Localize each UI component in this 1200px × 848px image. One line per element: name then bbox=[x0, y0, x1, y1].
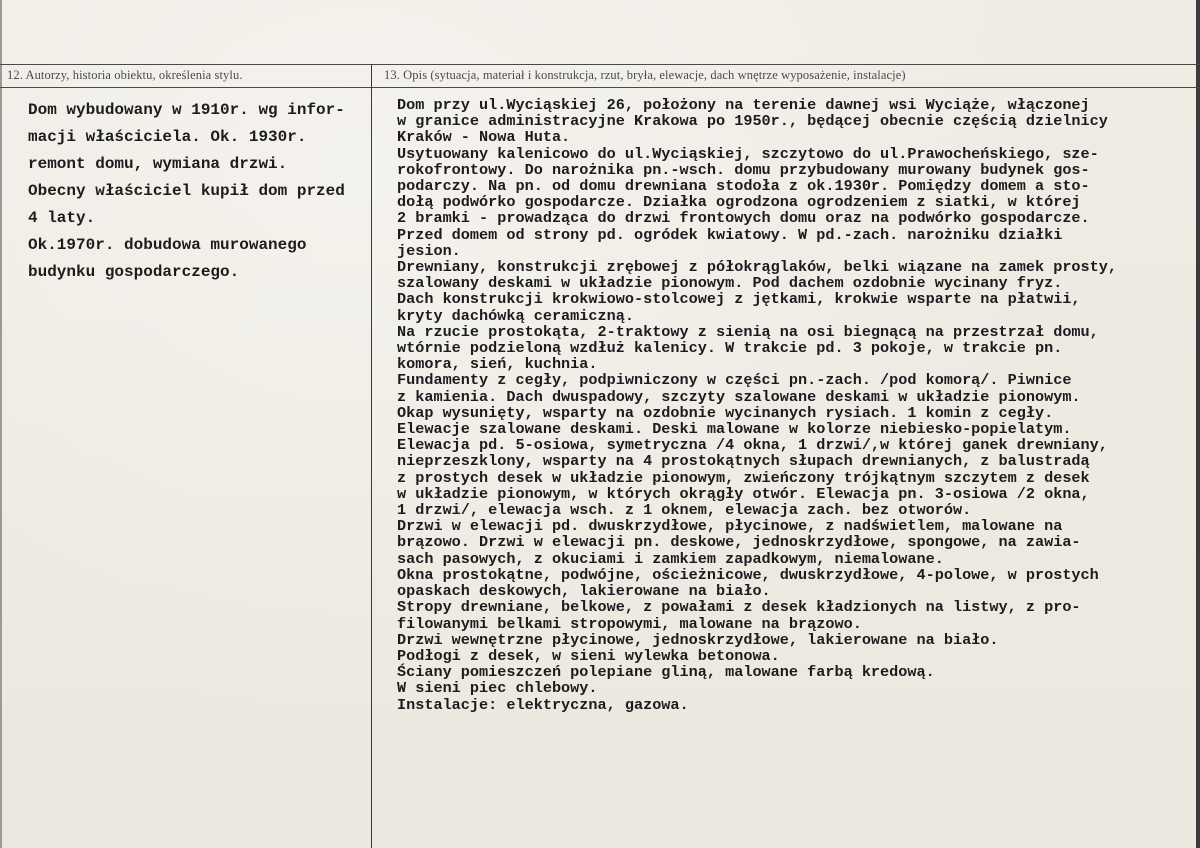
description-line: Dom przy ul.Wyciąskiej 26, położony na terenie dawnej wsi Wyciąże, włączonej bbox=[397, 96, 1090, 114]
history-line: Dom wybudowany w 1910r. wg infor- bbox=[28, 101, 345, 119]
description-line: jesion. bbox=[397, 241, 461, 260]
history-line: Obecny właściciel kupił dom przed bbox=[28, 182, 345, 200]
description-line: podarczy. Na pn. od domu drewniana stodoła z ok.1930r. Pomiędzy domem a sto- bbox=[397, 177, 1090, 196]
history-line: 4 laty. bbox=[28, 209, 96, 227]
description-line: Drzwi w elewacji pd. dwuskrzydłowe, płycinowe, z nadświetlem, malowane na bbox=[397, 517, 1063, 536]
description-line: Fundamenty z cegły, podpiwniczony w części pn.-zach. /pod komorą/. Piwnice bbox=[397, 371, 1072, 390]
description-line: Drzwi wewnętrzne płycinowe, jednoskrzydłowe, lakierowane na biało. bbox=[397, 630, 999, 649]
history-line: budynku gospodarczego. bbox=[28, 263, 240, 281]
description-line: komora, sień, kuchnia. bbox=[397, 355, 598, 374]
history-line: remont domu, wymiana drzwi. bbox=[28, 155, 288, 173]
description-line: Dach konstrukcji krokwiowo-stolcowej z jętkami, krokwie wsparte na płatwii, bbox=[397, 290, 1081, 309]
history-line: Ok.1970r. dobudowa murowanego bbox=[28, 236, 307, 254]
column-divider bbox=[371, 64, 372, 848]
description-line: z prostych desek w układzie pionowym, zwieńczony trójkątnym szczytem z desek bbox=[397, 468, 1090, 487]
history-text-block bbox=[28, 97, 368, 286]
description-line: rokofrontowy. Do narożnika pn.-wsch. domu przybudowany murowany budynek gos- bbox=[397, 160, 1090, 179]
description-line: Usytuowany kalenicowo do ul.Wyciąskiej, szczytowo do ul.Prawocheńskiego, sze- bbox=[397, 144, 1099, 163]
description-line: z kamienia. Dach dwuspadowy, szczyty szalowane deskami w układzie pionowym. bbox=[397, 387, 1081, 406]
description-line: 2 bramki - prowadząca do drzwi frontowych domu oraz na podwórko gospodarcze. bbox=[397, 209, 1090, 228]
description-line: Okap wysunięty, wsparty na ozdobnie wycinanych rysiach. 1 komin z cegły. bbox=[397, 403, 1054, 422]
description-line: 1 drzwi/, elewacja wsch. z 1 oknem, elewacja zach. bez otworów. bbox=[397, 501, 972, 520]
description-line: kryty dachówką ceramiczną. bbox=[397, 306, 634, 325]
description-line: wtórnie podzieloną wzdłuż kalenicy. W trakcie pd. 3 pokoje, w trakcie pn. bbox=[397, 339, 1063, 358]
description-line: filowanymi belkami stropowymi, malowane na brązowo. bbox=[397, 614, 862, 633]
description-line: Przed domem od strony pd. ogródek kwiatowy. W pd.-zach. narożniku działki bbox=[397, 225, 1063, 244]
description-line: Na rzucie prostokąta, 2-traktowy z sienią na osi biegnącą na przestrzał domu, bbox=[397, 322, 1099, 341]
description-text-block bbox=[397, 97, 1197, 713]
description-line: opaskach deskowych, lakierowane na biało. bbox=[397, 582, 771, 601]
description-line: Drewniany, konstrukcji zrębowej z półokrąglaków, belki wiązane na zamek prosty, bbox=[397, 258, 1118, 277]
description-line: Elewacja pd. 5-osiowa, symetryczna /4 okna, 1 drzwi/,w której ganek drewniany, bbox=[397, 436, 1108, 455]
description-line: nieprzeszklony, wsparty na 4 prostokątnych słupach drewnianych, z balustradą bbox=[397, 452, 1090, 471]
description-line: brązowo. Drzwi w elewacji pn. deskowe, jednoskrzydłowe, spongowe, na zawia- bbox=[397, 533, 1081, 552]
description-line: dołą podwórko gospodarcze. Działka ogrodzona ogrodzeniem z siatki, w której bbox=[397, 193, 1081, 212]
description-line: W sieni piec chlebowy. bbox=[397, 679, 598, 698]
section12-header: 12. Autorzy, historia obiektu, określenia stylu. bbox=[7, 68, 243, 82]
description-line: Stropy drewniane, belkowe, z powałami z desek kładzionych na listwy, z pro- bbox=[397, 598, 1081, 617]
description-line: Kraków - Nowa Huta. bbox=[397, 128, 571, 147]
description-line: w granice administracyjne Krakowa po 1950r., będącej obecnie częścią dzielnicy bbox=[397, 112, 1108, 131]
top-rule bbox=[0, 64, 1200, 65]
description-line: Ściany pomieszczeń polepiane gliną, malowane farbą kredową. bbox=[397, 663, 935, 682]
card-left-edge bbox=[0, 0, 2, 848]
description-line: szalowany deskami w układzie pionowym. Pod dachem ozdobnie wycinany fryz. bbox=[397, 274, 1063, 293]
section13-header: 13. Opis (sytuacja, materiał i konstrukcja, rzut, bryła, elewacje, dach wnętrze wyposażenie, instalacje) bbox=[384, 68, 906, 82]
header-rule bbox=[0, 87, 1200, 88]
description-line: Instalacje: elektryczna, gazowa. bbox=[397, 695, 689, 714]
description-line: sach pasowych, z okuciami i zamkiem zapadkowym, niemalowane. bbox=[397, 549, 944, 568]
description-line: Okna prostokątne, podwójne, ościeżnicowe, dwuskrzydłowe, 4-polowe, w prostych bbox=[397, 565, 1099, 584]
description-line: w układzie pionowym, w których okrągły otwór. Elewacja pn. 3-osiowa /2 okna, bbox=[397, 484, 1090, 503]
description-line: Elewacje szalowane deskami. Deski malowane w kolorze niebiesko-popielatym. bbox=[397, 420, 1072, 439]
description-line: Podłogi z desek, w sieni wylewka betonowa. bbox=[397, 646, 780, 665]
history-line: macji właściciela. Ok. 1930r. bbox=[28, 128, 307, 146]
